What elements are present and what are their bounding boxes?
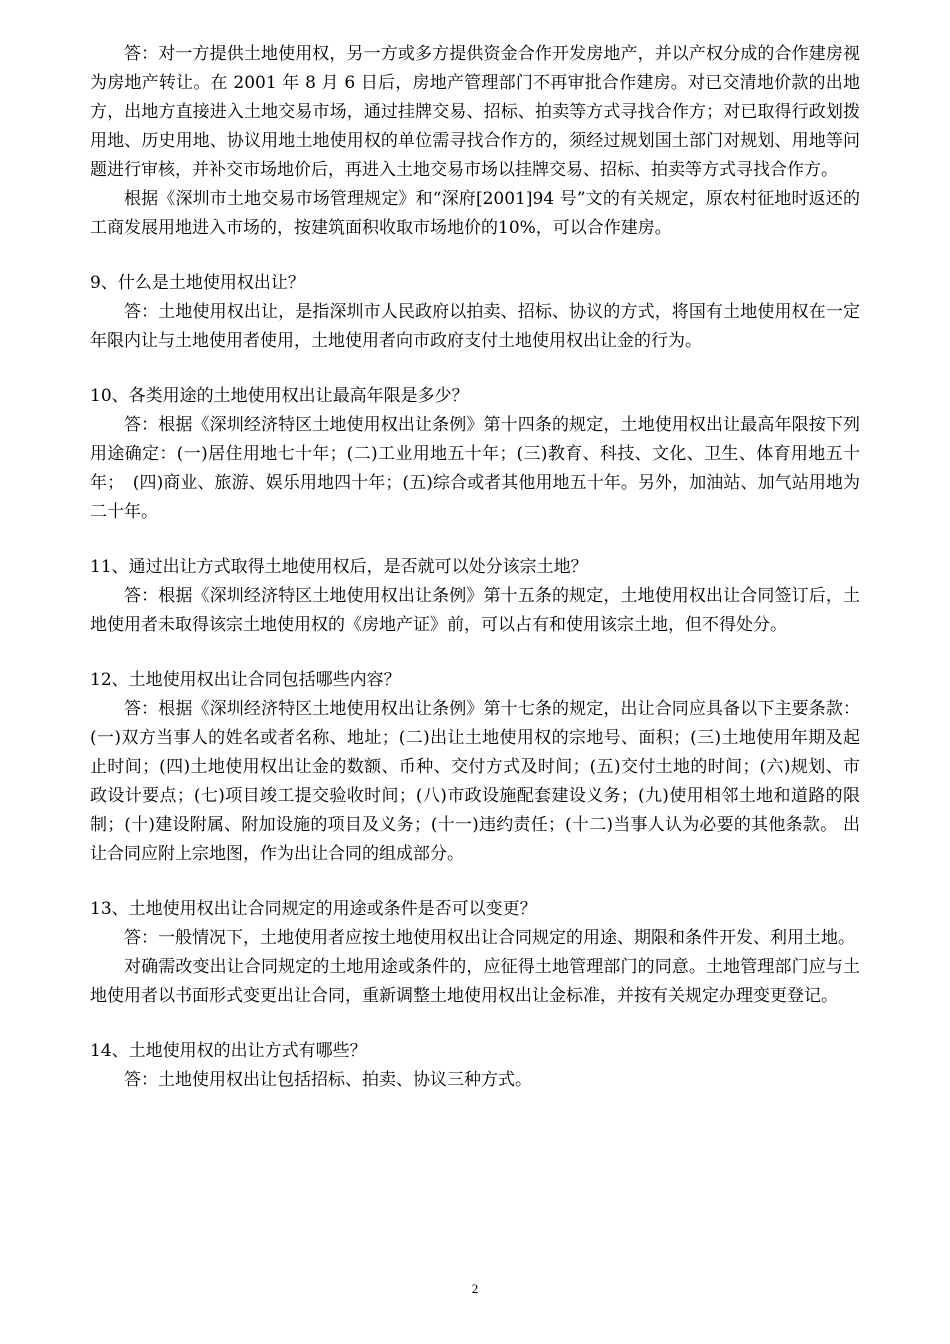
qa-section-9 <box>90 269 860 356</box>
qa-section-10 <box>90 382 860 527</box>
answer-paragraph: 根据《深圳市土地交易市场管理规定》和“深府[2001]94 号”文的有关规定，原农村征地时返还的工商发展用地进入市场的，按建筑面积收取市场地价的10%，可以合作建房。 <box>90 189 860 238</box>
answer-paragraph: 答：根据《深圳经济特区土地使用权出让条例》第十五条的规定，土地使用权出让合同签订后，土地使用者未取得该宗土地使用权的《房地产证》前，可以占有和使用该宗土地，但不得处分。 <box>90 586 860 635</box>
question-heading: 11、通过出让方式取得土地使用权后，是否就可以处分该宗土地？ <box>90 557 588 577</box>
qa-section-14 <box>90 1037 860 1095</box>
question-heading: 9、什么是土地使用权出让？ <box>90 273 305 293</box>
document-body <box>90 40 860 1095</box>
question-heading: 12、土地使用权出让合同包括哪些内容？ <box>90 670 401 690</box>
answer-paragraph: 答：根据《深圳经济特区土地使用权出让条例》第十四条的规定，土地使用权出让最高年限按下列用途确定：(一)居住用地七十年；(二)工业用地五十年；(三)教育、科技、文化、卫生、体育用地五十年； (四)商业、旅游、娱乐用地四十年；(五)综合或者其他用地五十年。另外，加油站、加气站用地为二十年。 <box>90 415 860 522</box>
answer-paragraph: 答：一般情况下，土地使用者应按土地使用权出让合同规定的用途、期限和条件开发、利用土地。 <box>124 928 855 948</box>
continuation-block <box>90 40 860 243</box>
question-heading: 10、各类用途的土地使用权出让最高年限是多少？ <box>90 386 469 406</box>
qa-section-13 <box>90 895 860 1011</box>
qa-section-11 <box>90 553 860 640</box>
answer-paragraph: 答：土地使用权出让，是指深圳市人民政府以拍卖、招标、协议的方式，将国有土地使用权在一定年限内让与土地使用者使用，土地使用者向市政府支付土地使用权出让金的行为。 <box>90 302 860 351</box>
page-number: 2 <box>471 1281 479 1296</box>
question-heading: 14、土地使用权的出让方式有哪些？ <box>90 1041 367 1061</box>
qa-section-12 <box>90 666 860 869</box>
answer-paragraph: 答：根据《深圳经济特区土地使用权出让条例》第十七条的规定，出让合同应具备以下主要条款：(一)双方当事人的姓名或者名称、地址；(二)出让土地使用权的宗地号、面积；(三)土地使用年期及起止时间；(四)土地使用权出让金的数额、币种、交付方式及时间；(五)交付土地的时间；(六)规划、市政设计要点；(七)项目竣工提交验收时间；(八)市政设施配套建设义务；(九)使用相邻土地和道路的限制；(十)建设附属、附加设施的项目及义务；(十一)违约责任；(十二)当事人认为必要的其他条款。 出让合同应附上宗地图，作为出让合同的组成部分。 <box>90 699 860 864</box>
answer-paragraph: 答：对一方提供土地使用权，另一方或多方提供资金合作开发房地产，并以产权分成的合作建房视为房地产转让。在 2001 年 8 月 6 日后，房地产管理部门不再审批合作建房。对已交清地价款的出地方，出地方直接进入土地交易市场，通过挂牌交易、招标、拍卖等方式寻找合作方；对已取得行政划拨用地、历史用地、协议用地土地使用权的单位需寻找合作方的，须经过规划国土部门对规划、用地等问题进行审核，并补交市场地价后，再进入土地交易市场以挂牌交易、招标、拍卖等方式寻找合作方。 <box>90 44 860 180</box>
question-heading: 13、土地使用权出让合同规定的用途或条件是否可以变更？ <box>90 899 537 919</box>
answer-paragraph: 对确需改变出让合同规定的土地用途或条件的，应征得土地管理部门的同意。土地管理部门应与土地使用者以书面形式变更出让合同，重新调整土地使用权出让金标准，并按有关规定办理变更登记。 <box>90 957 860 1006</box>
answer-paragraph: 答：土地使用权出让包括招标、拍卖、协议三种方式。 <box>124 1070 532 1090</box>
